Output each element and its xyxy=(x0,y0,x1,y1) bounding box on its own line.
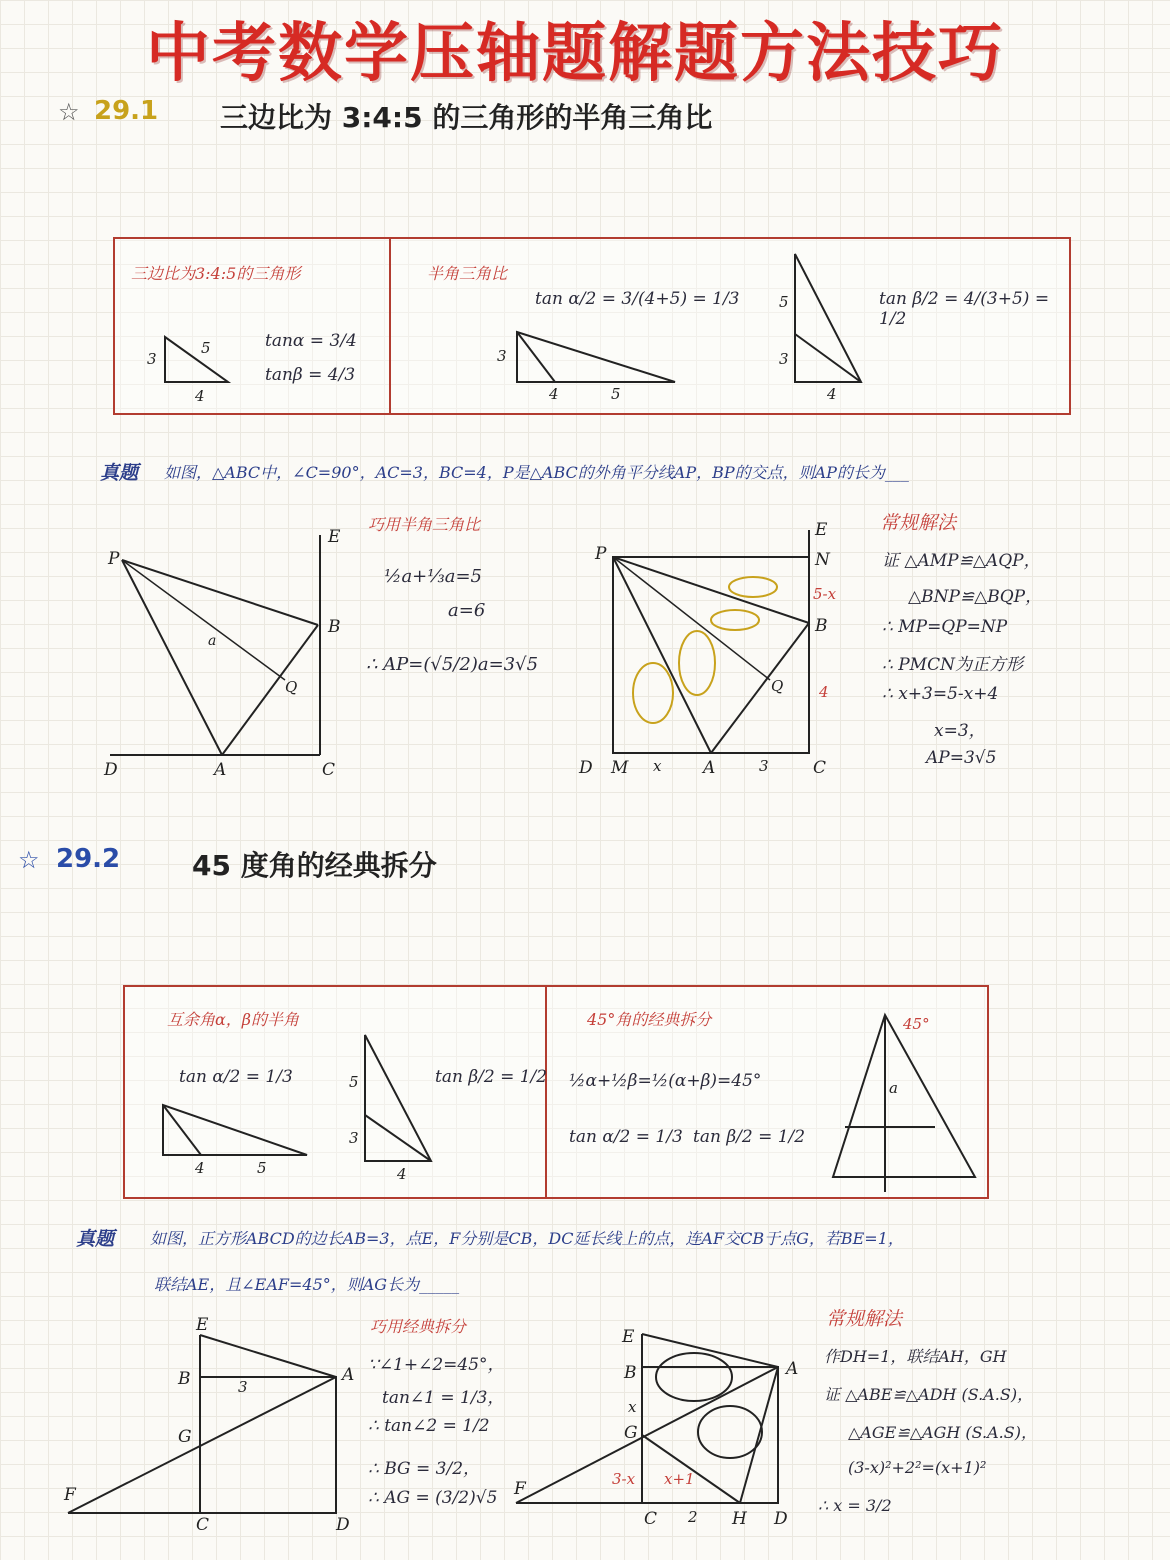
svg-text:3: 3 xyxy=(779,350,789,368)
svg-text:N: N xyxy=(815,550,830,570)
half-angle-ratio-box xyxy=(113,237,1071,415)
box2-tan-half-alpha: tan α/2 = 1/3 xyxy=(179,1067,293,1087)
svg-text:4: 4 xyxy=(195,387,205,405)
svg-text:3: 3 xyxy=(147,350,157,368)
triangle-345 xyxy=(165,337,228,382)
normal-1-label: 常规解法 xyxy=(880,512,957,534)
section-29-1-header xyxy=(58,96,858,132)
svg-text:C: C xyxy=(196,1515,210,1530)
svg-text:5: 5 xyxy=(257,1159,267,1177)
section-number: 29.1 xyxy=(94,96,159,126)
problem-1-figure-left xyxy=(100,520,360,790)
svg-text:x: x xyxy=(653,757,662,775)
svg-text:5: 5 xyxy=(779,293,789,311)
svg-text:4: 4 xyxy=(397,1165,407,1183)
svg-text:Q: Q xyxy=(771,677,784,695)
svg-text:A: A xyxy=(342,1365,355,1385)
svg-text:45°: 45° xyxy=(903,1015,930,1033)
svg-text:E: E xyxy=(815,520,828,540)
normal-1-line-6: x=3， xyxy=(934,721,986,741)
box2-tan-half-beta: tan β/2 = 1/2 xyxy=(435,1067,548,1087)
normal-2-line-3: △AGE≌△AGH (S.A.S)， xyxy=(848,1423,1037,1442)
triangle-half-beta xyxy=(795,254,861,382)
normal-2-line-2: 证 △ABE≌△ADH (S.A.S)， xyxy=(824,1385,1034,1404)
trick-2-line-4: ∴ BG = 3/2， xyxy=(368,1459,481,1479)
svg-text:G: G xyxy=(178,1427,192,1447)
section-title: 三边比为 3:4:5 的三角形的半角三角比 xyxy=(220,101,713,134)
problem-2-tag: 真题 xyxy=(76,1228,115,1250)
svg-text:a: a xyxy=(889,1079,898,1097)
degree45-split-box xyxy=(123,985,989,1199)
svg-text:B: B xyxy=(328,617,341,637)
trick-2-label: 巧用经典拆分 xyxy=(370,1317,467,1336)
section-29-2-header xyxy=(18,844,718,880)
box2-tan-half-beta-right: tan β/2 = 1/2 xyxy=(693,1127,806,1147)
trick-2-line-5: ∴ AG = (3/2)√5 xyxy=(368,1488,498,1508)
svg-text:P: P xyxy=(595,544,607,564)
triangle-half-alpha xyxy=(517,332,675,382)
svg-text:F: F xyxy=(514,1479,526,1499)
normal-1-line-3: ∴ MP=QP=NP xyxy=(882,617,1008,637)
box2-triangles xyxy=(125,987,987,1197)
tan-alpha: tanα = 3/4 xyxy=(265,331,357,351)
normal-2-line-4: (3-x)²+2²=(x+1)² xyxy=(848,1458,987,1477)
star-icon: ☆ xyxy=(18,846,40,874)
svg-text:D: D xyxy=(579,758,593,778)
svg-text:C: C xyxy=(322,760,336,780)
trick-2-line-1: ∵∠1+∠2=45°， xyxy=(368,1355,505,1375)
trick-2-line-3: ∴ tan∠2 = 1/2 xyxy=(368,1416,490,1436)
svg-text:a: a xyxy=(208,633,217,649)
normal-1-line-5: ∴ x+3=5-x+4 xyxy=(882,684,999,704)
svg-text:5: 5 xyxy=(349,1073,359,1091)
tan-half-beta: tan β/2 = 4/(3+5) = 1/2 xyxy=(879,289,1050,329)
svg-text:P: P xyxy=(108,549,120,569)
svg-text:C: C xyxy=(813,758,827,778)
svg-text:H: H xyxy=(732,1509,747,1529)
svg-text:E: E xyxy=(196,1315,209,1335)
svg-text:5: 5 xyxy=(201,339,211,357)
problem-2-line-1: 如图，正方形ABCD的边长AB=3，点E，F分别是CB，DC延长线上的点，连AF交CB于点G，若BE=1， xyxy=(150,1229,904,1248)
svg-text:M: M xyxy=(611,758,629,778)
svg-text:B: B xyxy=(178,1369,191,1389)
normal-2-label: 常规解法 xyxy=(826,1308,903,1330)
svg-text:x+1: x+1 xyxy=(664,1470,695,1488)
problem-1-tag: 真题 xyxy=(100,462,139,484)
section-number: 29.2 xyxy=(56,844,121,874)
trick-2-line-2: tan∠1 = 1/3， xyxy=(382,1388,505,1408)
svg-text:5-x: 5-x xyxy=(813,585,837,603)
svg-text:4: 4 xyxy=(195,1159,205,1177)
svg-text:4: 4 xyxy=(549,385,559,403)
svg-text:x: x xyxy=(628,1398,637,1416)
svg-text:3: 3 xyxy=(497,347,507,365)
tan-half-alpha: tan α/2 = 3/(4+5) = 1/3 xyxy=(535,289,740,309)
normal-1-line-1: 证 △AMP≌△AQP， xyxy=(882,551,1041,571)
svg-text:4: 4 xyxy=(827,385,837,403)
svg-text:E: E xyxy=(328,527,341,547)
normal-2-line-1: 作DH=1，联结AH，GH xyxy=(824,1347,1007,1366)
tan-beta: tanβ = 4/3 xyxy=(265,365,356,385)
box-mid-label: 半角三角比 xyxy=(427,264,508,283)
svg-text:B: B xyxy=(815,616,828,636)
svg-text:C: C xyxy=(644,1509,658,1529)
section-title: 45 度角的经典拆分 xyxy=(192,849,437,882)
normal-1-line-7: AP=3√5 xyxy=(926,748,997,768)
svg-text:D: D xyxy=(336,1515,350,1530)
svg-text:2: 2 xyxy=(688,1508,698,1526)
box1-triangles xyxy=(115,239,1069,413)
box2-sum-line: ½α+½β=½(α+β)=45° xyxy=(569,1071,762,1091)
svg-text:A: A xyxy=(703,758,716,778)
svg-text:3: 3 xyxy=(759,757,769,775)
box2-right-label: 45°角的经典拆分 xyxy=(587,1010,712,1029)
normal-1-line-2: △BNP≌△BQP， xyxy=(908,587,1043,607)
svg-text:A: A xyxy=(786,1359,799,1379)
trick-1-label: 巧用半角三角比 xyxy=(368,515,481,534)
svg-text:5: 5 xyxy=(611,385,621,403)
box2-tan-half-alpha-right: tan α/2 = 1/3 xyxy=(569,1127,683,1147)
box2-left-label: 互余角α，β的半角 xyxy=(167,1010,300,1029)
svg-text:D: D xyxy=(774,1509,788,1529)
normal-1-line-4: ∴ PMCN为正方形 xyxy=(882,655,1023,675)
svg-text:3: 3 xyxy=(238,1378,248,1396)
svg-text:Q: Q xyxy=(285,678,298,696)
svg-text:E: E xyxy=(622,1327,635,1347)
problem-2-figure-left xyxy=(60,1310,360,1530)
problem-2-line-2: 联结AE，且∠EAF=45°，则AG长为_____ xyxy=(154,1275,460,1294)
svg-text:A: A xyxy=(214,760,227,780)
problem-1-text: 如图，△ABC中，∠C=90°，AC=3，BC=4，P是△ABC的外角平分线AP，BP的交点，则AP的长为___ xyxy=(164,463,909,482)
svg-text:D: D xyxy=(104,760,118,780)
page-title: 中考数学压轴题解题方法技巧 xyxy=(146,17,1004,91)
svg-text:3: 3 xyxy=(349,1129,359,1147)
normal-2-line-5: ∴ x = 3/2 xyxy=(818,1496,892,1515)
problem-1-figure-right xyxy=(575,515,865,785)
trick-1-line-3: ∴ AP=(√5/2)a=3√5 xyxy=(366,654,539,675)
svg-text:G: G xyxy=(624,1423,638,1443)
trick-1-line-2: a=6 xyxy=(448,600,486,621)
svg-text:3-x: 3-x xyxy=(612,1470,636,1488)
box-left-label: 三边比为3:4:5的三角形 xyxy=(131,264,301,283)
star-icon: ☆ xyxy=(58,98,80,126)
problem-2-figure-right xyxy=(508,1322,808,1532)
trick-1-line-1: ½a+⅓a=5 xyxy=(384,566,482,587)
svg-text:F: F xyxy=(64,1485,76,1505)
svg-text:B: B xyxy=(624,1363,637,1383)
svg-text:4: 4 xyxy=(819,683,829,701)
